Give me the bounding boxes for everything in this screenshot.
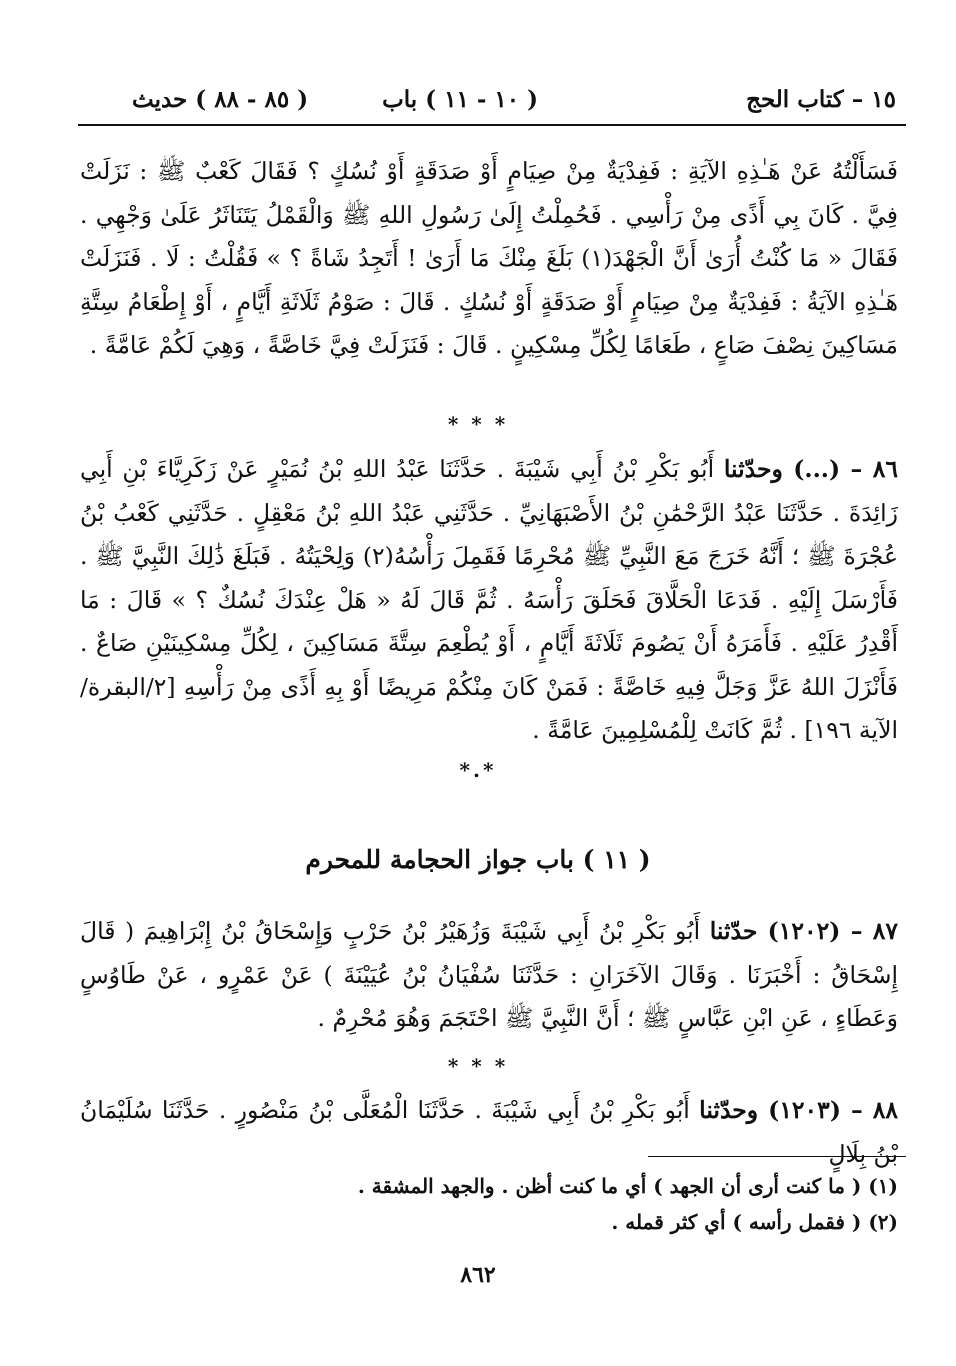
hadith-86 xyxy=(80,448,898,753)
hadith-86-text: أَبُو بَكْرِ بْنُ أَبِي شَيْبَةَ . حَدَّثَنَا عَبْدُ اللهِ بْنُ نُمَيْرٍ عَنْ زَكَرِيَّاءَ بْنِ أَبِي زَائِدَةَ . حَدَّثَنَا عَبْدُ الرَّحْمَٰنِ بْنُ الأَصْبَهَانِيِّ . حَدَّثَنِي عَبْدُ اللهِ بْنُ مَعْقِلٍ . حَدَّثَنِي كَعْبُ بْنُ عُجْرَةَ ﷺ ؛ أَنَّهُ خَرَجَ مَعَ النَّبِيِّ ﷺ مُحْرِمًا فَقَمِلَ رَأْسُهُ(٢) وَلِحْيَتُهُ . فَبَلَغَ ذَٰلِكَ النَّبِيَّ ﷺ . فَأَرْسَلَ إِلَيْهِ . فَدَعَا الْحَلَّاقَ فَحَلَقَ رَأْسَهُ . ثُمَّ قَالَ لَهُ « هَلْ عِنْدَكَ نُسُكٌ ؟ » قَالَ : مَا أَقْدِرُ عَلَيْهِ . فَأَمَرَهُ أَنْ يَصُومَ ثَلَاثَةَ أَيَّامٍ ، أَوْ يُطْعِمَ سِتَّةَ مَسَاكِينَ ، لِكُلِّ مِسْكِينَيْنِ صَاعٌ . فَأَنْزَلَ اللهُ عَزَّ وَجَلَّ فِيهِ خَاصَّةً : فَمَنْ كَانَ مِنْكُمْ مَرِيضًا أَوْ بِهِ أَذًى مِنْ رَأْسِهِ [٢/البقرة/الآية ١٩٦] . ثُمَّ كَانَتْ لِلْمُسْلِمِينَ عَامَّةً . xyxy=(80,455,898,744)
footnotes xyxy=(300,1168,898,1240)
page-number: ٨٦٢ xyxy=(460,1262,496,1288)
header-hadith-range: ( ٨٥ - ٨٨ ) حديث xyxy=(132,86,309,113)
hadith-87-text: أَبُو بَكْرِ بْنُ أَبِي شَيْبَةَ وَزُهَيْرُ بْنُ حَرْبٍ وَإِسْحَاقُ بْنُ إِبْرَاهِيمَ ( قَالَ إِسْحَاقُ : أَخْبَرَنَا . وَقَالَ الآخَرَانِ : حَدَّثَنَا سُفْيَانُ بْنُ عُيَيْنَةَ ) عَنْ عَمْرٍو ، عَنْ طَاوُسٍ وَعَطَاءٍ ، عَنِ ابْنِ عَبَّاسٍ ﷺ ؛ أَنَّ النَّبِيَّ ﷺ احْتَجَمَ وَهُوَ مُحْرِمٌ . xyxy=(80,917,898,1032)
hadith-86-number: ٨٦ – (...) وحدّثنا xyxy=(723,455,898,483)
hadith-87 xyxy=(80,910,898,1041)
separator-stars: * * * xyxy=(447,412,509,436)
separator-stars: * * * xyxy=(447,1054,509,1078)
hadith-87-number: ٨٧ – (١٢٠٢) حدّثنا xyxy=(709,917,898,945)
header-divider xyxy=(78,124,906,126)
footnote-1: (١) ( ما كنت أرى أن الجهد ) أي ما كنت أظن . والجهد المشقة . xyxy=(357,1174,898,1198)
footnote-divider xyxy=(648,1156,906,1157)
hadith-88-number: ٨٨ – (١٢٠٣) وحدّثنا xyxy=(699,1096,898,1124)
header-book-title: ١٥ – كتاب الحج xyxy=(746,86,896,113)
footnote-2: (٢) ( فقمل رأسه ) أي كثر قمله . xyxy=(611,1210,898,1234)
hadith-88-text: أَبُو بَكْرِ بْنُ أَبِي شَيْبَةَ . حَدَّثَنَا الْمُعَلَّى بْنُ مَنْصُورٍ . حَدَّثَنَا سُلَيْمَانُ بْنُ بِلَالٍ xyxy=(80,1096,898,1168)
section-end-stars: *.* xyxy=(459,758,497,782)
running-header xyxy=(78,82,906,120)
header-chapter-range: ( ١٠ - ١١ ) باب xyxy=(382,86,538,113)
chapter-title: ( ١١ ) باب جواز الحجامة للمحرم xyxy=(305,845,651,874)
hadith-85-continuation: فَسَأَلْتُهُ عَنْ هَـٰذِهِ الآيَةِ : فَفِدْيَةٌ مِنْ صِيَامٍ أَوْ صَدَقَةٍ أَوْ نُسُكٍ ؟ فَقَالَ كَعْبٌ ﷺ : نَزَلَتْ فِيَّ . كَانَ بِي أَذًى مِنْ رَأْسِي . فَحُمِلْتُ إِلَىٰ رَسُولِ اللهِ ﷺ وَالْقَمْلُ يَتَنَاثَرُ عَلَىٰ وَجْهِي . فَقَالَ « مَا كُنْتُ أُرَىٰ أَنَّ الْجَهْدَ(١) بَلَغَ مِنْكَ مَا أَرَىٰ ! أَتَجِدُ شَاةً ؟ » فَقُلْتُ : لَا . فَنَزَلَتْ هَـٰذِهِ الآيَةُ : فَفِدْيَةٌ مِنْ صِيَامٍ أَوْ صَدَقَةٍ أَوْ نُسُكٍ . قَالَ : صَوْمُ ثَلَاثَةِ أَيَّامٍ ، أَوْ إِطْعَامُ سِتَّةِ مَسَاكِينَ نِصْفَ صَاعٍ ، طَعَامًا لِكُلِّ مِسْكِينٍ . قَالَ : فَنَزَلَتْ فِيَّ خَاصَّةً ، وَهِيَ لَكُمْ عَامَّةً . xyxy=(80,157,898,359)
hadith-88 xyxy=(80,1089,898,1176)
